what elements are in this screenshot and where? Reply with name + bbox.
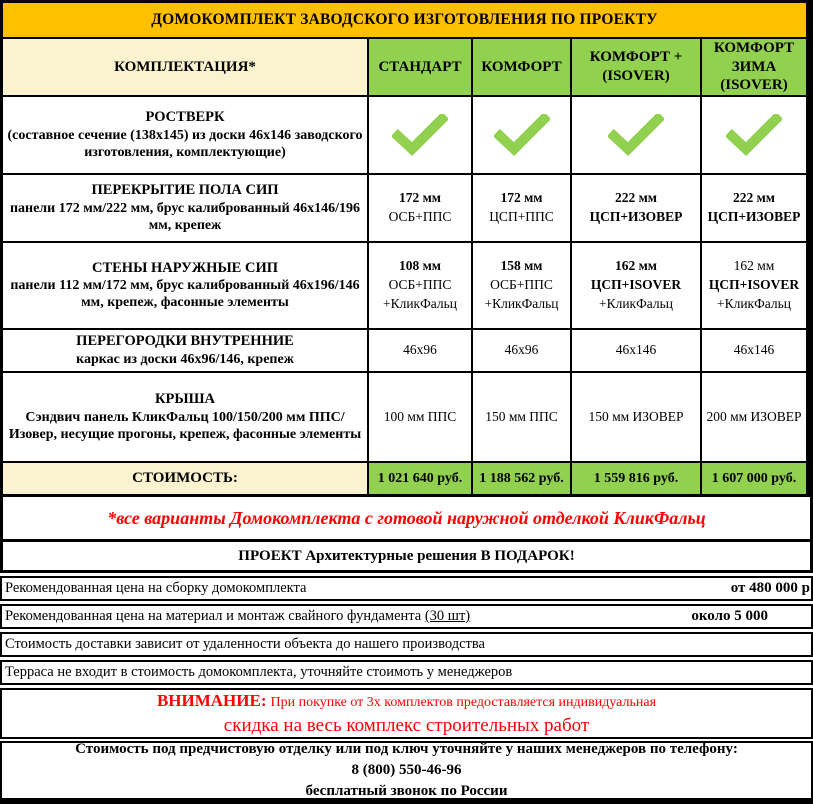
partitions-value-3 <box>572 330 700 371</box>
attention-line1 <box>157 691 656 711</box>
info-line-left-text: Рекомендованная цена на сборку домокомплекта <box>5 580 307 596</box>
floor-value-3 <box>572 175 700 241</box>
info-line-2 <box>0 604 813 629</box>
value-line: 150 мм ИЗОВЕР <box>588 408 684 424</box>
rostverk-value-1 <box>369 97 471 173</box>
roof-value-2 <box>473 373 570 461</box>
partitions-value-1 <box>369 330 471 371</box>
roof-value-3 <box>572 373 700 461</box>
attention-label: ВНИМАНИЕ: <box>156 690 267 710</box>
plan-column-header-1: СТАНДАРТ <box>369 39 471 95</box>
partitions-value-2 <box>473 330 570 371</box>
value-line: ЦСП+ISOVER <box>590 277 682 293</box>
row-label-walls <box>3 243 367 328</box>
attention-discount-text: скидка на весь комплекс строительных работ <box>223 714 590 736</box>
value-line: 46х96 <box>403 342 437 358</box>
plan-column-header-3: КОМФОРТ + (ISOVER) <box>572 39 700 95</box>
footer-line1: Стоимость под предчистовую отделку или под ключ уточняйте у наших менеджеров по телефону: <box>75 741 738 757</box>
cost-row-label: СТОИМОСТЬ: <box>3 463 367 494</box>
footer-contact <box>0 741 813 804</box>
value-line: +КликФальц <box>716 295 792 311</box>
check-icon <box>726 114 782 156</box>
cost-value-1: 1 021 640 руб. <box>369 463 471 494</box>
value-line: ЦСП+ISOVER <box>708 277 800 293</box>
row-label-roof <box>3 373 367 461</box>
row-title: РОСТВЕРК <box>145 109 225 126</box>
floor-value-2 <box>473 175 570 241</box>
value-line: 222 мм <box>614 190 658 206</box>
row-title: КРЫША <box>154 391 215 408</box>
rostverk-value-4 <box>702 97 806 173</box>
footer-line3: бесплатный звонок по России <box>305 783 508 799</box>
roof-value-4 <box>702 373 806 461</box>
row-desc: панели 112 мм/172 мм, брус калиброванный 46х196/146 мм, крепеж, фасонные элементы <box>10 278 360 311</box>
value-line: +КликФальц <box>484 295 559 311</box>
info-line-4 <box>0 660 813 685</box>
info-line-1 <box>0 576 813 601</box>
value-line: ЦСП+ППС <box>489 209 554 224</box>
value-line: 200 мм ИЗОВЕР <box>706 408 802 424</box>
check-icon <box>494 114 550 156</box>
cost-value-3: 1 559 816 руб. <box>572 463 700 494</box>
value-line: ОСБ+ППС <box>388 277 452 293</box>
value-line: 158 мм <box>500 258 543 274</box>
value-line: 46х146 <box>733 342 775 358</box>
footnote-variants: *все варианты Домокомплекта с готовой наружной отделкой КликФальц <box>0 497 813 542</box>
walls-value-4 <box>702 243 806 328</box>
gift-note: ПРОЕКТ Архитектурные решения В ПОДАРОК! <box>0 542 813 573</box>
floor-value-4 <box>702 175 806 241</box>
row-title: ПЕРЕГОРОДКИ ВНУТРЕННИЕ <box>76 333 294 350</box>
roof-value-1 <box>369 373 471 461</box>
attention-note <box>0 688 813 739</box>
info-lines <box>0 576 813 685</box>
sheet-title: ДОМОКОМПЛЕКТ ЗАВОДСКОГО ИЗГОТОВЛЕНИЯ ПО ПРОЕКТУ <box>3 3 806 37</box>
info-line-right-value: от 480 000 р <box>730 580 810 596</box>
cost-value-2: 1 188 562 руб. <box>473 463 570 494</box>
value-line: +КликФальц <box>382 295 458 311</box>
row-title: ПЕРЕКРЫТИЕ ПОЛА СИП <box>91 182 279 199</box>
plan-column-header-4: КОМФОРТ ЗИМА (ISOVER) <box>702 39 806 95</box>
row-desc: Сэндвич панель КликФальц 100/150/200 мм ППС/Изовер, несущие прогоны, крепеж, фасонные элементы <box>8 409 362 442</box>
value-line: 162 мм <box>733 258 775 274</box>
value-line: 172 мм <box>500 190 543 206</box>
row-label-rostverk <box>3 97 367 173</box>
value-line: 222 мм <box>732 190 776 206</box>
cost-value-4: 1 607 000 руб. <box>702 463 806 494</box>
column-header-komplektacia: КОМПЛЕКТАЦИЯ* <box>3 39 367 95</box>
row-label-partitions <box>3 330 367 371</box>
rostverk-value-2 <box>473 97 570 173</box>
value-line: 108 мм <box>398 258 442 274</box>
row-desc: панели 172 мм/222 мм, брус калиброванный 46х146/196 мм, крепеж <box>9 200 361 233</box>
value-line: ОСБ+ППС <box>490 277 553 293</box>
plan-column-header-2: КОМФОРТ <box>473 39 570 95</box>
row-desc: (составное сечение (138х145) из доски 46х146 заводского изготовления, комплектующие) <box>7 127 363 160</box>
row-label-floor <box>3 175 367 241</box>
walls-value-2 <box>473 243 570 328</box>
info-line-left-text: Терраса не входит в стоимость домокомплекта, уточняйте стоимоть у менеджеров <box>5 664 513 680</box>
walls-value-1 <box>369 243 471 328</box>
value-line: 46х146 <box>615 342 657 358</box>
walls-value-3 <box>572 243 700 328</box>
row-title: СТЕНЫ НАРУЖНЫЕ СИП <box>91 259 279 276</box>
value-line: 150 мм ППС <box>485 408 558 424</box>
rostverk-value-3 <box>572 97 700 173</box>
value-line: 162 мм <box>614 258 658 274</box>
value-line: 46х96 <box>504 342 539 358</box>
value-line: ЦСП+ИЗОВЕР <box>589 209 683 224</box>
row-desc: каркас из доски 46х96/146, крепеж <box>76 351 294 367</box>
value-line: +КликФальц <box>598 295 674 311</box>
info-line-right-value: около 5 000 <box>691 608 768 624</box>
check-icon <box>392 114 448 156</box>
underlined-text: (30 шт) <box>424 608 471 624</box>
info-line-left-text: Стоимость доставки зависит от удаленности объекта до нашего производства <box>5 636 485 652</box>
value-line: ОСБ+ППС <box>388 209 452 224</box>
value-line: 172 мм <box>398 190 442 206</box>
info-line-3 <box>0 632 813 657</box>
floor-value-1 <box>369 175 471 241</box>
partitions-value-4 <box>702 330 806 371</box>
check-icon <box>608 114 664 156</box>
attention-text: При покупке от 3х комплектов предоставляется индивидуальная <box>270 694 657 710</box>
phone-number: 8 (800) 550-46-96 <box>351 762 462 778</box>
value-line: 100 мм ППС <box>383 408 457 424</box>
info-line-left-text: Рекомендованная цена на материал и монтаж свайного фундамента (30 шт) <box>5 608 471 624</box>
value-line: ЦСП+ИЗОВЕР <box>707 209 801 224</box>
